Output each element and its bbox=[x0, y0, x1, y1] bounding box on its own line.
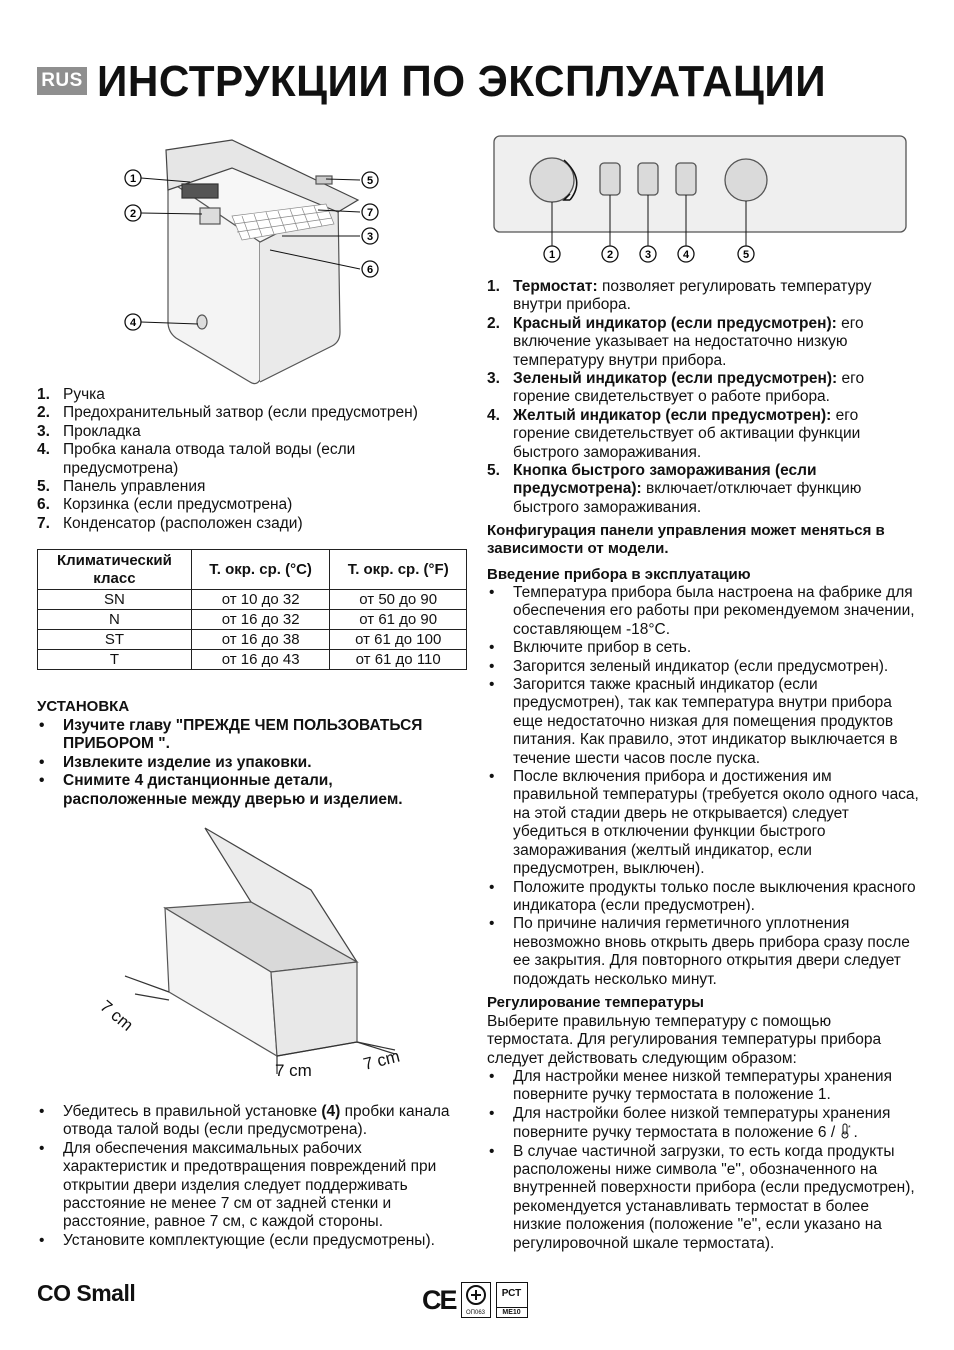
list-item: • Положите продукты только после выключения красного индикатора (если предусмотрен). bbox=[487, 879, 919, 916]
clearance-label-right: 7 cm bbox=[361, 1046, 402, 1074]
table-header: Т. окр. ср. (°F) bbox=[330, 550, 467, 590]
table-cell: от 10 до 32 bbox=[191, 590, 330, 610]
table-cell: SN bbox=[38, 590, 192, 610]
fast-freeze-thermometer-icon bbox=[839, 1123, 853, 1139]
list-item: 1. Термостат: позволяет регулировать температуру внутри прибора. bbox=[487, 278, 872, 314]
startup-heading: Введение прибора в эксплуатацию bbox=[487, 566, 751, 583]
certification-mark-1 bbox=[461, 1282, 491, 1318]
table-cell: от 50 до 90 bbox=[330, 590, 467, 610]
list-item: • Убедитесь в правильной установке (4) пробки канала отвода талой воды (если предусмотрена). bbox=[37, 1103, 467, 1140]
callout-5: 5 bbox=[366, 175, 374, 187]
callout-6: 6 bbox=[366, 264, 374, 276]
list-item: 5. Кнопка быстрого замораживания (если предусмотрена): включает/отключает функцию быстрого замораживания. bbox=[487, 462, 862, 516]
install-notes bbox=[37, 1103, 467, 1250]
callout-4: 4 bbox=[129, 317, 137, 329]
list-item: • По причине наличия герметичного уплотнения невозможно вновь открыть дверь прибора сразу после ее закрытия. Для повторного открытия двери следует подождать несколько минут. bbox=[487, 915, 919, 989]
callout-1: 1 bbox=[129, 173, 137, 185]
list-item: 2. Красный индикатор (если предусмотрен): его включение указывает на недостаточно низкую температуру внутри прибора. bbox=[487, 314, 864, 369]
startup-items bbox=[487, 584, 919, 989]
table-cell: T bbox=[38, 650, 192, 670]
model-name: CO Small bbox=[37, 1280, 136, 1306]
list-item: 6. Корзинка (если предусмотрена) bbox=[37, 496, 293, 514]
list-item: 5. Панель управления bbox=[37, 478, 206, 496]
thermostat-knob bbox=[530, 158, 574, 202]
certification-1-code: ОП063 bbox=[466, 1310, 486, 1316]
table-header: Климатический класс bbox=[38, 550, 192, 590]
table-cell: от 61 до 90 bbox=[330, 610, 467, 630]
temperature-items bbox=[487, 1068, 919, 1253]
table-header-row bbox=[38, 550, 467, 590]
callout-3: 3 bbox=[366, 231, 374, 243]
list-item: 7. Конденсатор (расположен сзади) bbox=[37, 514, 303, 532]
table-row bbox=[38, 630, 467, 650]
installation-heading: УСТАНОВКА bbox=[37, 698, 130, 715]
yellow-indicator bbox=[676, 163, 696, 195]
panel-callout-5: 5 bbox=[742, 249, 750, 261]
freezer-parts-diagram bbox=[120, 132, 390, 388]
fast-freeze-button bbox=[725, 159, 767, 201]
list-item: • Изучите главу "ПРЕЖДЕ ЧЕМ ПОЛЬЗОВАТЬСЯ ПРИБОРОМ ". bbox=[37, 717, 457, 754]
table-cell: от 61 до 110 bbox=[330, 650, 467, 670]
list-item: 2. Предохранительный затвор (если предусмотрен) bbox=[37, 404, 418, 422]
controls-list bbox=[487, 278, 912, 517]
table-row bbox=[38, 650, 467, 670]
certification-2-letters: РСТ bbox=[501, 1288, 522, 1299]
table-cell: от 16 до 38 bbox=[191, 630, 330, 650]
table-cell: от 16 до 32 bbox=[191, 610, 330, 630]
list-item: • Включите прибор в сеть. bbox=[487, 639, 919, 657]
list-item: 1. Ручка bbox=[37, 386, 105, 403]
page-title: ИНСТРУКЦИИ ПО ЭКСПЛУАТАЦИИ bbox=[97, 57, 827, 106]
table-row bbox=[38, 590, 467, 610]
certification-marks bbox=[422, 1282, 528, 1318]
list-item: • Загорится зеленый индикатор (если предусмотрен). bbox=[487, 658, 919, 676]
list-item: • В случае частичной загрузки, то есть когда продукты расположены ниже символа "е", обозначенного на внутренней поверхности прибора (если предусмотрен), рекомендуется устанавливать термостат в более низкие положения (положение "е", если указано на регулировочной шкале термостата). bbox=[487, 1143, 919, 1253]
climate-class-table bbox=[37, 549, 467, 670]
list-item: • Извлеките изделие из упаковки. bbox=[37, 754, 457, 772]
config-note: Конфигурация панели управления может меняться в зависимости от модели. bbox=[487, 522, 885, 557]
installation-steps bbox=[37, 717, 457, 809]
temperature-intro: Выберите правильную температуру с помощью термостата. Для регулирования температуры прибора следует действовать следующим образом: bbox=[487, 1013, 882, 1067]
callout-2: 2 bbox=[129, 208, 137, 220]
panel-callout-1: 1 bbox=[548, 249, 556, 261]
list-item: 4. Пробка канала отвода талой воды (если предусмотрена) bbox=[37, 441, 356, 477]
panel-callout-3: 3 bbox=[644, 249, 652, 261]
table-cell: от 61 до 100 bbox=[330, 630, 467, 650]
panel-callout-2: 2 bbox=[606, 249, 614, 261]
table-cell: N bbox=[38, 610, 192, 630]
parts-list bbox=[37, 386, 467, 533]
panel-callout-4: 4 bbox=[682, 249, 690, 261]
list-item: 4. Желтый индикатор (если предусмотрен): его горение свидетельствует об активации функции быстрого замораживания. bbox=[487, 406, 861, 461]
list-item: • Для настройки более низкой температуры хранения поверните ручку термостата в положение 6 / * . bbox=[487, 1105, 919, 1143]
temperature-heading: Регулирование температуры bbox=[487, 994, 704, 1011]
list-item: 3. Прокладка bbox=[37, 422, 141, 440]
certification-mark-2 bbox=[496, 1282, 528, 1318]
freezer-drawing bbox=[166, 140, 358, 384]
certification-2-code: МЕ10 bbox=[497, 1307, 527, 1317]
list-item: • После включения прибора и достижения им правильной температуры (требуется около одного часа, на этой стадии дверь не открывается) следует убедиться в отключении функции быстрого замораживания (желтый индикатор, если предусмотрен, выключен). bbox=[487, 768, 919, 878]
svg-text:*: * bbox=[848, 1125, 852, 1133]
table-row bbox=[38, 610, 467, 630]
list-item: • Для обеспечения максимальных рабочих характеристик и предотвращения повреждений при открытии двери изделия следует поддерживать расстояние не менее 7 см от задней стенки и расстояние, равное 7 см, с каждой стороны. bbox=[37, 1140, 467, 1232]
table-header: Т. окр. ср. (°C) bbox=[191, 550, 330, 590]
language-badge: RUS bbox=[37, 67, 87, 95]
clearance-label-bottom: 7 cm bbox=[275, 1061, 312, 1080]
control-panel-diagram bbox=[490, 132, 910, 266]
red-indicator bbox=[600, 163, 620, 195]
certification-1-icon bbox=[465, 1284, 487, 1306]
list-item: • Для настройки менее низкой температуры хранения поверните ручку термостата в положение 1. bbox=[487, 1068, 919, 1105]
table-cell: ST bbox=[38, 630, 192, 650]
list-item: • Температура прибора была настроена на фабрике для обеспечения его работы при рекомендуемом значении, составляющем -18°C. bbox=[487, 584, 919, 639]
ce-mark: CE bbox=[422, 1285, 456, 1315]
clearance-diagram bbox=[95, 824, 425, 1086]
list-item: • Установите комплектующие (если предусмотрены). bbox=[37, 1232, 467, 1250]
list-item: 3. Зеленый индикатор (если предусмотрен): его горение свидетельствует о работе прибора. bbox=[487, 370, 865, 406]
list-item: • Снимите 4 дистанционные детали, расположенные между дверью и изделием. bbox=[37, 772, 457, 809]
table-cell: от 16 до 43 bbox=[191, 650, 330, 670]
clearance-label-left: 7 cm bbox=[96, 996, 137, 1035]
list-item: • Загорится также красный индикатор (если предусмотрен), так как температура внутри прибора еще недостаточно низкая для помещения продуктов питания. Как правило, этот индикатор выключается в течение шести часов после пуска. bbox=[487, 676, 919, 768]
green-indicator bbox=[638, 163, 658, 195]
callout-7: 7 bbox=[366, 207, 374, 219]
